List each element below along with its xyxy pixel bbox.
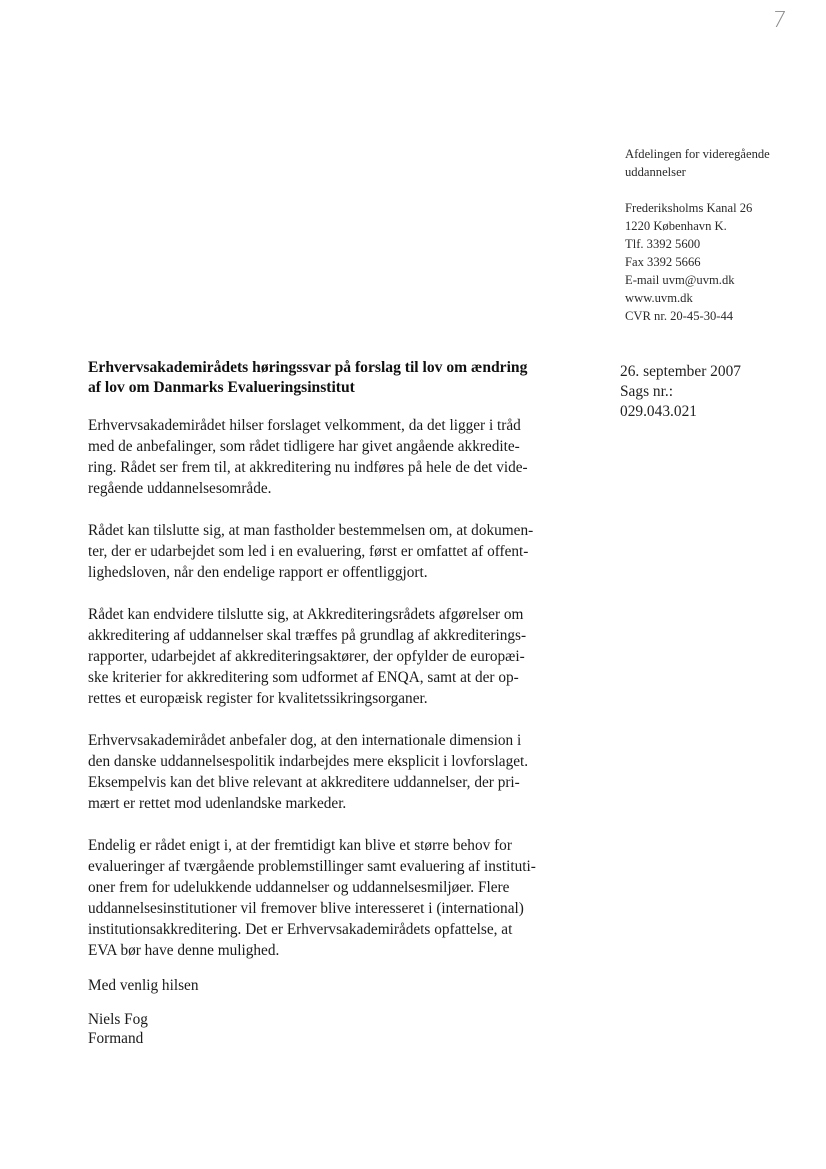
paragraph-line: med de anbefalinger, som rådet tidligere har givet angående akkredite- xyxy=(88,438,520,455)
paragraph-line: Rådet kan tilslutte sig, at man fastholder bestemmelsen om, at dokumen- xyxy=(88,522,534,539)
letter-meta-block xyxy=(620,362,820,422)
handwritten-page-number: 7 xyxy=(770,8,788,33)
sender-address-block xyxy=(625,145,825,325)
sender-department-line: Afdelingen for videregående xyxy=(625,147,770,161)
paragraph-line: Erhvervsakademirådet hilser forslaget velkomment, da det ligger i tråd xyxy=(88,417,521,434)
paragraph-line: Endelig er rådet enigt i, at der fremtidigt kan blive et større behov for xyxy=(88,837,512,854)
paragraph-line: mært er rettet mod udenlandske markeder. xyxy=(88,795,347,812)
case-number-label: Sags nr.: xyxy=(620,383,674,400)
sender-website: www.uvm.dk xyxy=(625,291,693,305)
paragraph-line: akkreditering af uddannelser skal træffes på grundlag af akkrediterings- xyxy=(88,627,527,644)
signatory-name: Niels Fog xyxy=(88,1011,148,1028)
paragraph-3 xyxy=(88,604,558,709)
paragraph-line: evalueringer af tværgående problemstillinger samt evaluering af instituti- xyxy=(88,858,536,875)
paragraph-line: ring. Rådet ser frem til, at akkreditering nu indføres på hele de det vide- xyxy=(88,459,528,476)
paragraph-line: institutionsakkreditering. Det er Erhvervsakademirådets opfattelse, at xyxy=(88,921,513,938)
signature-block xyxy=(88,1010,558,1048)
sender-street: Frederiksholms Kanal 26 xyxy=(625,201,753,215)
paragraph-line: Eksempelvis kan det blive relevant at akkreditere uddannelser, der pri- xyxy=(88,774,520,791)
paragraph-line: ter, der er udarbejdet som led i en evaluering, først er omfattet af offent- xyxy=(88,543,529,560)
sender-phone: Tlf. 3392 5600 xyxy=(625,237,701,251)
sender-department-line: uddannelser xyxy=(625,165,686,179)
paragraph-line: rapporter, udarbejdet af akkrediteringsaktører, der opfylder de europæi- xyxy=(88,648,525,665)
sender-email: E-mail uvm@uvm.dk xyxy=(625,273,735,287)
signatory-title: Formand xyxy=(88,1030,144,1047)
letter-subject xyxy=(88,358,558,398)
paragraph-line: den danske uddannelsespolitik indarbejdes mere eksplicit i lovforslaget. xyxy=(88,753,529,770)
closing-salutation: Med venlig hilsen xyxy=(88,977,199,994)
paragraph-line: EVA bør have denne mulighed. xyxy=(88,942,280,959)
paragraph-line: rettes et europæisk register for kvalitetssikringsorganer. xyxy=(88,690,428,707)
paragraph-line: oner frem for udelukkende uddannelser og uddannelsesmiljøer. Flere xyxy=(88,879,510,896)
paragraph-line: Erhvervsakademirådet anbefaler dog, at den internationale dimension i xyxy=(88,732,522,749)
paragraph-line: ske kriterier for akkreditering som udformet af ENQA, samt at der op- xyxy=(88,669,519,686)
paragraph-line: Rådet kan endvidere tilslutte sig, at Akkrediteringsrådets afgørelser om xyxy=(88,606,524,623)
sender-city: 1220 København K. xyxy=(625,219,727,233)
subject-line: Erhvervsakademirådets høringssvar på forslag til lov om ændring xyxy=(88,359,528,376)
sender-cvr: CVR nr. 20-45-30-44 xyxy=(625,309,734,323)
paragraph-line: lighedsloven, når den endelige rapport er offentliggjort. xyxy=(88,564,428,581)
paragraph-line: regående uddannelsesområde. xyxy=(88,480,272,497)
case-number: 029.043.021 xyxy=(620,403,697,420)
paragraph-line: uddannelsesinstitutioner vil fremover blive interesseret i (international) xyxy=(88,900,524,917)
paragraph-4 xyxy=(88,730,558,814)
paragraph-5 xyxy=(88,835,558,961)
subject-line: af lov om Danmarks Evalueringsinstitut xyxy=(88,379,355,396)
letter-date: 26. september 2007 xyxy=(620,363,741,380)
letter-body xyxy=(88,358,558,1048)
paragraph-1 xyxy=(88,415,558,499)
sender-fax: Fax 3392 5666 xyxy=(625,255,701,269)
paragraph-2 xyxy=(88,520,558,583)
